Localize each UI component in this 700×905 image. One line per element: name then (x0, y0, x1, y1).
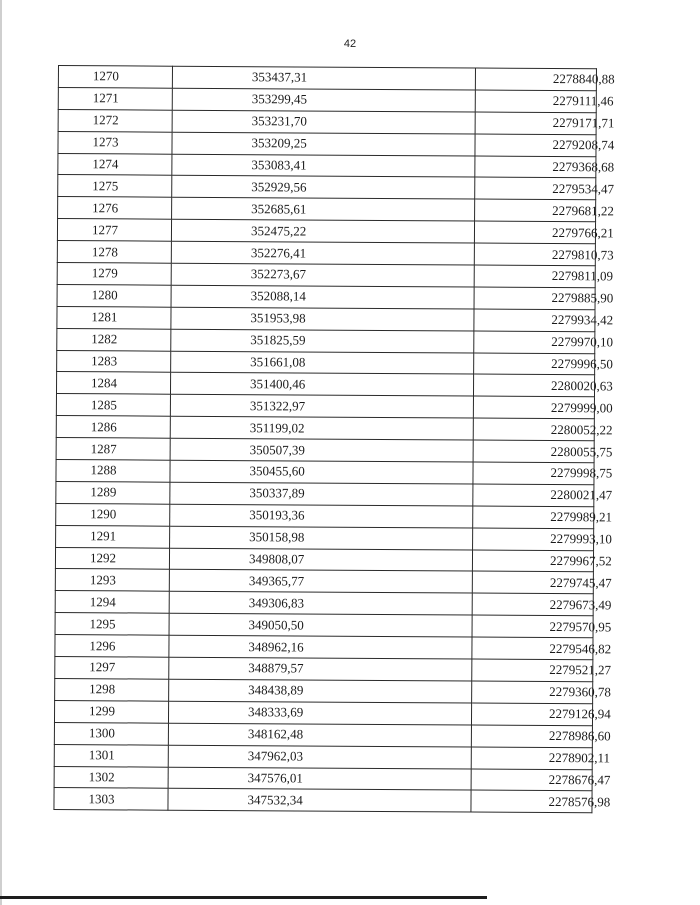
y-coordinate-cell: 2278576,98 (471, 790, 592, 813)
point-number-cell: 1287 (56, 438, 170, 461)
y-coordinate-cell: 2279999,00 (473, 396, 594, 419)
point-number-cell: 1296 (55, 635, 169, 658)
y-coordinate-cell: 2279521,27 (472, 659, 593, 682)
y-coordinate-cell: 2279208,74 (475, 134, 596, 157)
point-number-cell: 1286 (56, 416, 170, 439)
point-number-cell: 1282 (57, 328, 171, 351)
y-coordinate-cell: 2278840,88 (475, 68, 596, 91)
x-coordinate-cell: 349365,77 (169, 570, 472, 594)
point-number-cell: 1295 (55, 613, 169, 636)
y-coordinate-cell: 2279810,73 (474, 243, 595, 266)
y-coordinate-cell: 2279766,21 (474, 221, 595, 244)
x-coordinate-cell: 347576,01 (168, 767, 471, 791)
y-coordinate-cell: 2279368,68 (475, 156, 596, 179)
y-coordinate-cell: 2280020,63 (473, 375, 594, 398)
point-number-cell: 1284 (56, 372, 170, 395)
point-number-cell: 1297 (55, 657, 169, 680)
x-coordinate-cell: 352088,14 (171, 285, 474, 309)
x-coordinate-cell: 352475,22 (171, 219, 474, 243)
x-coordinate-cell: 352276,41 (171, 241, 474, 265)
y-coordinate-cell: 2279996,50 (474, 353, 595, 376)
y-coordinate-cell: 2279745,47 (472, 572, 593, 595)
x-coordinate-cell: 351400,46 (170, 373, 473, 397)
x-coordinate-cell: 348333,69 (168, 701, 471, 725)
y-coordinate-cell: 2278986,60 (471, 725, 592, 748)
x-coordinate-cell: 347962,03 (168, 745, 471, 769)
point-number-cell: 1292 (55, 547, 169, 570)
x-coordinate-cell: 350193,36 (170, 504, 473, 528)
x-coordinate-cell: 350455,60 (170, 460, 473, 484)
x-coordinate-cell: 350158,98 (170, 526, 473, 550)
coordinates-table-wrapper (53, 65, 615, 814)
y-coordinate-cell: 2279111,46 (475, 90, 596, 113)
point-number-cell: 1301 (54, 744, 168, 767)
point-number-cell: 1294 (55, 591, 169, 614)
point-number-cell: 1270 (58, 66, 172, 89)
x-coordinate-cell: 353209,25 (172, 132, 475, 156)
x-coordinate-cell: 351322,97 (170, 395, 473, 419)
y-coordinate-cell: 2279171,71 (475, 112, 596, 135)
y-coordinate-cell: 2279546,82 (472, 637, 593, 660)
bottom-rule (0, 896, 487, 899)
y-coordinate-cell: 2279970,10 (474, 331, 595, 354)
point-number-cell: 1276 (58, 197, 172, 220)
point-number-cell: 1277 (57, 219, 171, 242)
point-number-cell: 1290 (56, 503, 170, 526)
table-row (54, 788, 592, 813)
point-number-cell: 1280 (57, 284, 171, 307)
x-coordinate-cell: 348879,57 (169, 657, 472, 681)
y-coordinate-cell: 2279570,95 (472, 615, 593, 638)
y-coordinate-cell: 2279126,94 (471, 703, 592, 726)
x-coordinate-cell: 350507,39 (170, 438, 473, 462)
page-number: 42 (343, 38, 357, 50)
x-coordinate-cell: 348962,16 (169, 635, 472, 659)
point-number-cell: 1271 (58, 87, 172, 110)
point-number-cell: 1283 (57, 350, 171, 373)
y-coordinate-cell: 2279989,21 (473, 506, 594, 529)
point-number-cell: 1275 (58, 175, 172, 198)
point-number-cell: 1274 (58, 153, 172, 176)
x-coordinate-cell: 352685,61 (172, 198, 475, 222)
point-number-cell: 1299 (54, 700, 168, 723)
y-coordinate-cell: 2279811,09 (474, 265, 595, 288)
point-number-cell: 1288 (56, 460, 170, 483)
x-coordinate-cell: 353299,45 (172, 88, 475, 112)
point-number-cell: 1289 (56, 481, 170, 504)
scan-left-edge (0, 0, 2, 905)
y-coordinate-cell: 2279681,22 (475, 199, 596, 222)
x-coordinate-cell: 353231,70 (172, 110, 475, 134)
point-number-cell: 1273 (58, 131, 172, 154)
x-coordinate-cell: 349050,50 (169, 613, 472, 637)
point-number-cell: 1303 (54, 788, 168, 811)
point-number-cell: 1272 (58, 109, 172, 132)
point-number-cell: 1285 (56, 394, 170, 417)
y-coordinate-cell: 2279967,52 (472, 550, 593, 573)
y-coordinate-cell: 2279885,90 (474, 287, 595, 310)
point-number-cell: 1300 (54, 722, 168, 745)
coordinates-table (53, 65, 615, 814)
point-number-cell: 1281 (57, 306, 171, 329)
y-coordinate-cell: 2278902,11 (471, 747, 592, 770)
x-coordinate-cell: 351953,98 (171, 307, 474, 331)
point-number-cell: 1298 (55, 678, 169, 701)
y-coordinate-cell: 2279998,75 (473, 462, 594, 485)
x-coordinate-cell: 348162,48 (168, 723, 471, 747)
y-coordinate-cell: 2280055,75 (473, 440, 594, 463)
point-number-cell: 1278 (57, 241, 171, 264)
table-body (54, 66, 615, 814)
x-coordinate-cell: 353083,41 (172, 154, 475, 178)
x-coordinate-cell: 349808,07 (169, 548, 472, 572)
x-coordinate-cell: 351199,02 (170, 416, 473, 440)
point-number-cell: 1302 (54, 766, 168, 789)
x-coordinate-cell: 349306,83 (169, 592, 472, 616)
y-coordinate-cell: 2279934,42 (474, 309, 595, 332)
x-coordinate-cell: 350337,89 (170, 482, 473, 506)
x-coordinate-cell: 351661,08 (171, 351, 474, 375)
point-number-cell: 1293 (55, 569, 169, 592)
point-number-cell: 1279 (57, 263, 171, 286)
x-coordinate-cell: 348438,89 (169, 679, 472, 703)
x-coordinate-cell: 352929,56 (172, 176, 475, 200)
x-coordinate-cell: 347532,34 (168, 789, 471, 813)
point-number-cell: 1291 (56, 525, 170, 548)
x-coordinate-cell: 352273,67 (171, 263, 474, 287)
y-coordinate-cell: 2280052,22 (473, 418, 594, 441)
y-coordinate-cell: 2279360,78 (472, 681, 593, 704)
y-coordinate-cell: 2279993,10 (473, 528, 594, 551)
y-coordinate-cell: 2278676,47 (471, 769, 592, 792)
x-coordinate-cell: 351825,59 (171, 329, 474, 353)
y-coordinate-cell: 2280021,47 (473, 484, 594, 507)
x-coordinate-cell: 353437,31 (172, 66, 475, 90)
y-coordinate-cell: 2279534,47 (475, 178, 596, 201)
y-coordinate-cell: 2279673,49 (472, 593, 593, 616)
